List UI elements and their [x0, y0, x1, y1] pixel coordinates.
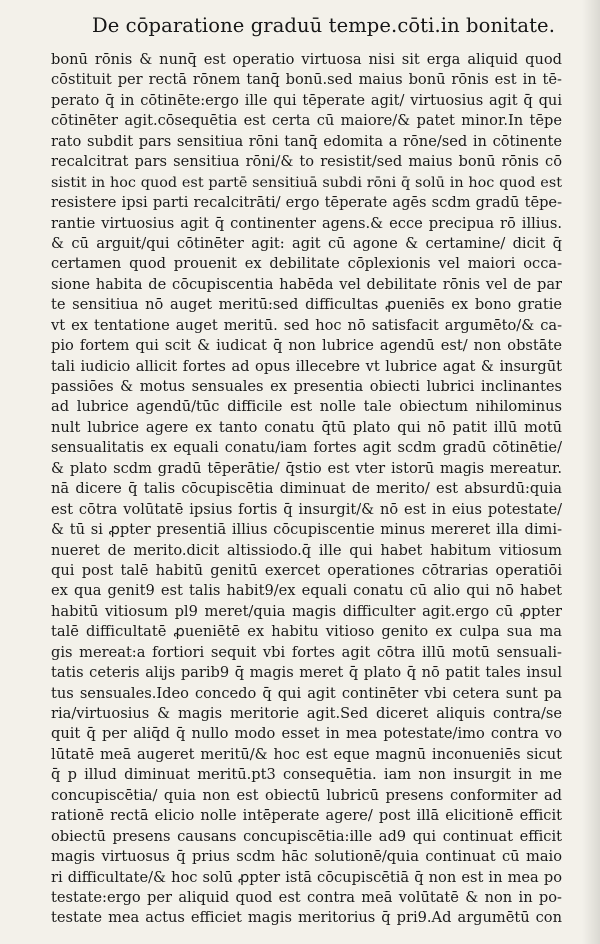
text-line: sensualitatis ex equali conatu/iam fortes agit scdm gradū cōtinētie/ [51, 439, 562, 457]
text-line: rationē rectā elicio nolle intēperate agere/ post illā elicitionē efficit [51, 807, 562, 825]
text-line: sione habita de cōcupiscentia habēda vel debilitate rōnis vel de par [51, 275, 562, 293]
text-line: testate:ergo per aliquid quod est contra meā volūtatē & non in po- [51, 888, 562, 906]
section-heading: De cōparatione graduū tempe.cōti.in bonitate. [92, 14, 555, 37]
text-line: magis virtuosus q̄ prius scdm hāc solutionē/quia continuat cū maio [51, 848, 562, 866]
text-line: ria/virtuosius & magis meritorie agit.Sed diceret aliquis contra/se [51, 705, 562, 722]
text-line: testate mea actus efficiet magis meritorius q̄ pri9.Ad argumētū con [51, 909, 562, 927]
text-line: habitū vitiosum pl9 meret/quia magis difficulter agit.ergo cū ꝓpter [51, 602, 562, 620]
text-line: & plato scdm gradū tēperātie/ q̄stio est vter istorū magis mereatur. [51, 459, 562, 477]
text-line: gis mereat:a fortiori sequit vbi fortes agit cōtra illū motū sensuali- [51, 643, 562, 661]
text-line: tali iudicio allicit fortes ad opus illecebre vt lubrice agat & insurgūt [51, 357, 562, 375]
text-line: ex qua genit9 est talis habit9/ex equali conatu cū alio qui nō habet [51, 582, 562, 600]
text-line: lūtatē meā augeret meritū/& hoc est eque magnū inconueniēs sicut [51, 745, 562, 763]
text-line: te sensitiua nō auget meritū:sed difficultas ꝓueniēs ex bono gratie [51, 296, 562, 314]
text-line: tus sensuales.Ideo concedo q̄ qui agit continēter vbi cetera sunt pa [51, 684, 562, 702]
text-line: nult lubrice agere ex tanto conatu q̄tū plato qui nō patit illū motū [51, 418, 562, 436]
text-line: resistere ipsi parti recalcitrāti/ ergo tēperate agēs scdm gradū tēpe- [51, 194, 562, 212]
text-line: cōtinēter agit.cōsequētia est certa cū maiore/& patet minor.In tēpe [51, 112, 562, 130]
text-line: cōstituit per rectā rōnem tanq̄ bonū.sed maius bonū rōnis est in tē- [51, 71, 562, 89]
text-line: bonū rōnis & nunq̄ est operatio virtuosa nisi sit erga aliquid quod [51, 51, 562, 68]
text-line: qui post talē habitū genitū exercet operationes cōtrarias operatiōi [51, 561, 562, 579]
text-line: vt ex tentatione auget meritū. sed hoc nō satisfacit argumēto/& ca- [51, 316, 562, 334]
text-line: obiectū presens causans concupiscētia:ille ad9 qui continuat efficit [51, 827, 562, 845]
text-line: pio fortem qui scit & iudicat q̄ non lubrice agendū est/ non obstāte [51, 337, 562, 355]
text-line: ri difficultate/& hoc solū ꝓpter istā cōcupiscētiā q̄ non est in mea po [51, 868, 562, 886]
text-line: nā dicere q̄ talis cōcupiscētia diminuat de merito/ est absurdū:quia [51, 480, 562, 498]
page-edge-shadow [582, 0, 600, 944]
text-line: passiōes & motus sensuales ex presentia obiecti lubrici inclinantes [51, 378, 562, 395]
text-line: & cū arguit/qui cōtinēter agit: agit cū agone & certamine/ dicit q̄ [51, 234, 562, 252]
text-line: certamen quod prouenit ex debilitate cōplexionis vel maiori occa- [51, 255, 562, 273]
text-line: nueret de merito.dicit altissiodo.q̄ ille qui habet habitum vitiosum [51, 541, 562, 559]
text-line: perato q̄ in cōtinēte:ergo ille qui tēperate agit/ virtuosius agit q̄ qui [51, 91, 562, 109]
text-line: est cōtra volūtatē ipsius fortis q̄ insurgit/& nō est in eius potestate/ [51, 500, 562, 518]
body-text [51, 50, 562, 929]
text-line: rato subdit pars sensitiua rōni tanq̄ edomita a rōne/sed in cōtinente [51, 132, 562, 150]
text-line: rantie virtuosius agit q̄ continenter agens.& ecce precipua rō illius. [51, 214, 562, 232]
text-line: q̄ p illud diminuat meritū.pt3 consequētia. iam non insurgit in me [51, 766, 562, 784]
text-line: recalcitrat pars sensitiua rōni/& to resistit/sed maius bonū rōnis cō [51, 153, 562, 171]
text-line: talē difficultatē ꝓueniētē ex habitu vitioso genito ex culpa sua ma [51, 623, 562, 641]
text-line: quit q̄ per aliq̄d q̄ nullo modo esset in mea potestate/imo contra vo [51, 725, 562, 743]
text-line: sistit in hoc quod est partē sensitiuā subdi rōni q̄ solū in hoc quod est [51, 174, 562, 191]
text-line: concupiscētia/ quia non est obiectū lubricū presens conformiter ad [51, 786, 562, 804]
text-line: tatis ceteris alijs parib9 q̄ magis meret q̄ plato q̄ nō patit tales insul [51, 664, 562, 682]
text-line: ad lubrice agendū/tūc difficile est nolle tale obiectum nihilominus [51, 398, 562, 416]
text-line: & tū si ꝓpter presentiā illius cōcupiscentie minus mereret illa dimi- [51, 521, 562, 539]
